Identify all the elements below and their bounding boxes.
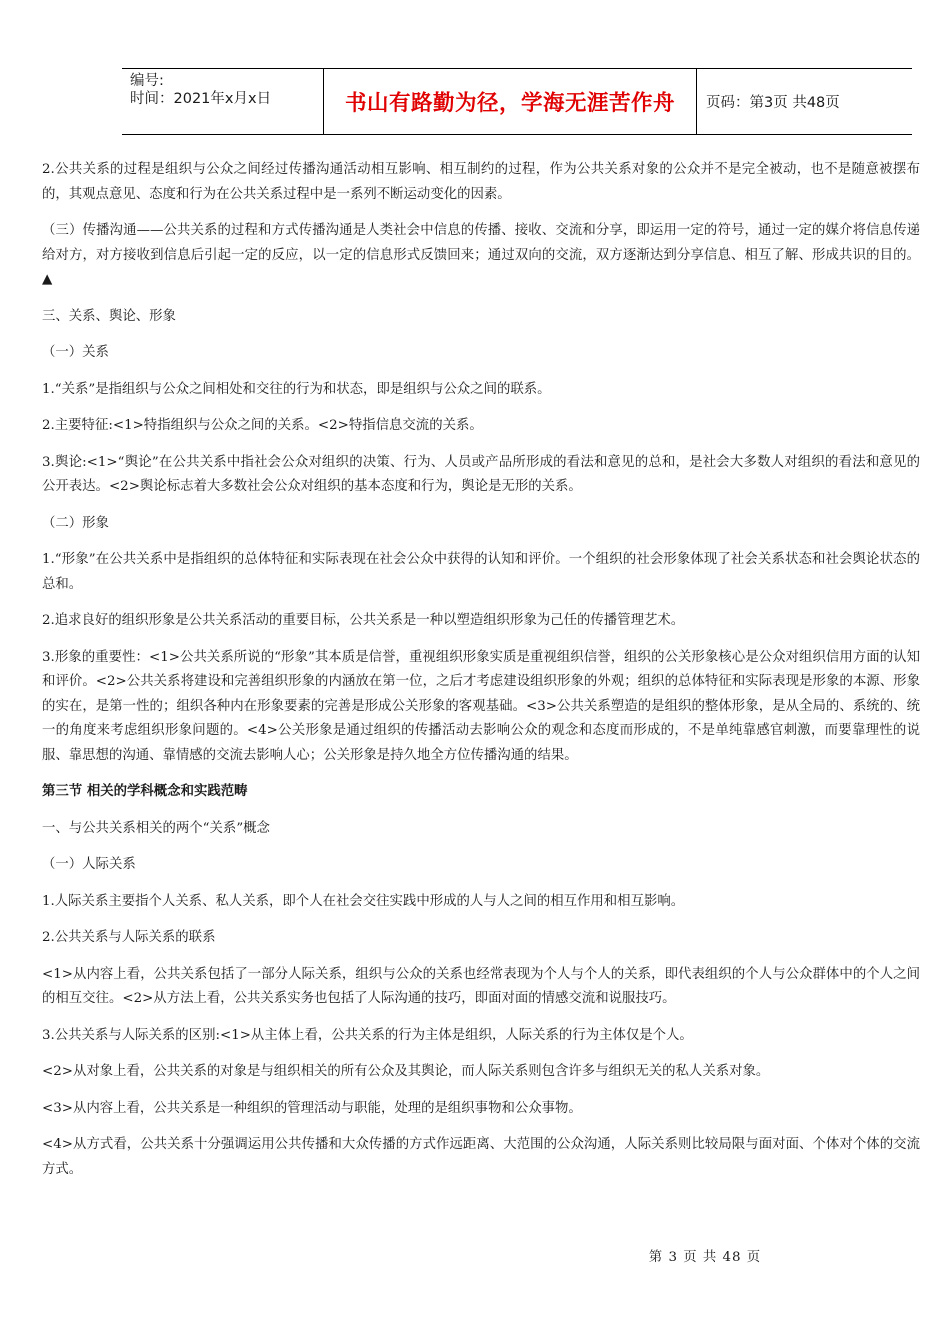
paragraph: 1.人际关系主要指个人关系、私人关系，即个人在社会交往实践中形成的人与人之间的相互作用和相互影响。: [42, 893, 685, 909]
page-footer: [0, 1246, 950, 1265]
paragraph: 3.形象的重要性：<1>公共关系所说的“形象”其本质是信誉，重视组织形象实质是重视组织信誉，组织的公关形象核心是公众对组织信用方面的认知和评价。<2>公共关系将建设和完善组织形象的内涵放在第一位，之后才考虑建设组织形象的外观；组织的总体特征和实际表现是形象的本源、形象的实在，是第一性的；组织各种内在形象要素的完善是形成公关形象的客观基础。<3>公共关系塑造的是组织的整体形象，是从全局的、系统的、统一的角度来考虑组织形象问题的。<4>公关形象是通过组织的传播活动去影响公众的观念和态度而形成的，不是单纯靠感官刺激，而要靠理性的说服、靠思想的沟通、靠情感的交流去影响人心；公关形象是持久地全方位传播沟通的结果。: [42, 649, 920, 763]
paragraph: （一）人际关系: [42, 857, 136, 872]
paragraph: 三、关系、舆论、形象: [42, 308, 176, 324]
paragraph: <2>从对象上看，公共关系的对象是与组织相关的所有公众及其舆论，而人际关系则包含许多与组织无关的私人关系对象。: [42, 1064, 770, 1079]
paragraph: 2.公共关系与人际关系的联系: [42, 930, 216, 945]
motto-text: 书山有路勤为径，学海无涯苦作舟: [344, 91, 675, 116]
paragraph: <1>从内容上看，公共关系包括了一部分人际关系，组织与公众的关系也经常表现为个人与个人的关系，即代表组织的个人与公众群体中的个人之间的相互交往。<2>从方法上看，公共关系实务也包括了人际沟通的技巧，即面对面的情感交流和说服技巧。: [42, 966, 920, 1006]
paragraph: 3.公共关系与人际关系的区别:<1>从主体上看，公共关系的行为主体是组织，人际关系的行为主体仅是个人。: [42, 1027, 693, 1043]
paragraph: <4>从方式看，公共关系十分强调运用公共传播和大众传播的方式作远距离、大范围的公众沟通，人际关系则比较局限与面对面、个体对个体的交流方式。: [42, 1137, 920, 1177]
paragraph: 1.“关系”是指组织与公众之间相处和交往的行为和状态，即是组织与公众之间的联系。: [42, 381, 551, 397]
number-label: 编号:: [130, 73, 164, 89]
paragraph: （一）关系: [42, 345, 109, 360]
paragraph: 一、与公共关系相关的两个“关系”概念: [42, 820, 270, 836]
paragraph: <3>从内容上看，公共关系是一种组织的管理活动与职能，处理的是组织事物和公众事物。: [42, 1100, 582, 1116]
footer-page-number: 第 3 页 共 48 页: [648, 1250, 762, 1265]
header-motto-cell: [323, 69, 697, 134]
paragraph: 1.“形象”在公共关系中是指组织的总体特征和实际表现在社会公众中获得的认知和评价。一个组织的社会形象体现了社会关系状态和社会舆论状态的总和。: [42, 552, 920, 592]
paragraph: （三）传播沟通——公共关系的过程和方式传播沟通是人类社会中信息的传播、接收、交流和分享，即运用一定的符号，通过一定的媒介将信息传递给对方，对方接收到信息后引起一定的反应，以一定的信息形式反馈回来；通过双向的交流，双方逐渐达到分享信息、相互了解、形成共识的目的。▲: [42, 223, 920, 287]
paragraph: 2.主要特征:<1>特指组织与公众之间的关系。<2>特指信息交流的关系。: [42, 418, 483, 433]
header-meta: [130, 69, 322, 134]
page-label: 页码：第3页 共48页: [706, 95, 840, 111]
paragraph: （二）形象: [42, 515, 109, 531]
section-heading: 第三节 相关的学科概念和实践范畴: [42, 784, 248, 799]
document-body: [42, 158, 920, 1194]
paragraph: 2.追求良好的组织形象是公共关系活动的重要目标，公共关系是一种以塑造组织形象为己任的传播管理艺术。: [42, 613, 685, 628]
header-page-cell: [706, 69, 906, 134]
document-header: [122, 68, 912, 135]
paragraph: 2.公共关系的过程是组织与公众之间经过传播沟通活动相互影响、相互制约的过程，作为公共关系对象的公众并不是完全被动，也不是随意被摆布的，其观点意见、态度和行为在公共关系过程中是一系列不断运动变化的因素。: [42, 162, 920, 202]
time-label: 时间：2021年x月x日: [130, 91, 272, 107]
paragraph: 3.舆论:<1>“舆论”在公共关系中指社会公众对组织的决策、行为、人员或产品所形成的看法和意见的总和，是社会大多数人对组织的看法和意见的公开表达。<2>舆论标志着大多数社会公众对组织的基本态度和行为，舆论是无形的关系。: [42, 454, 920, 494]
